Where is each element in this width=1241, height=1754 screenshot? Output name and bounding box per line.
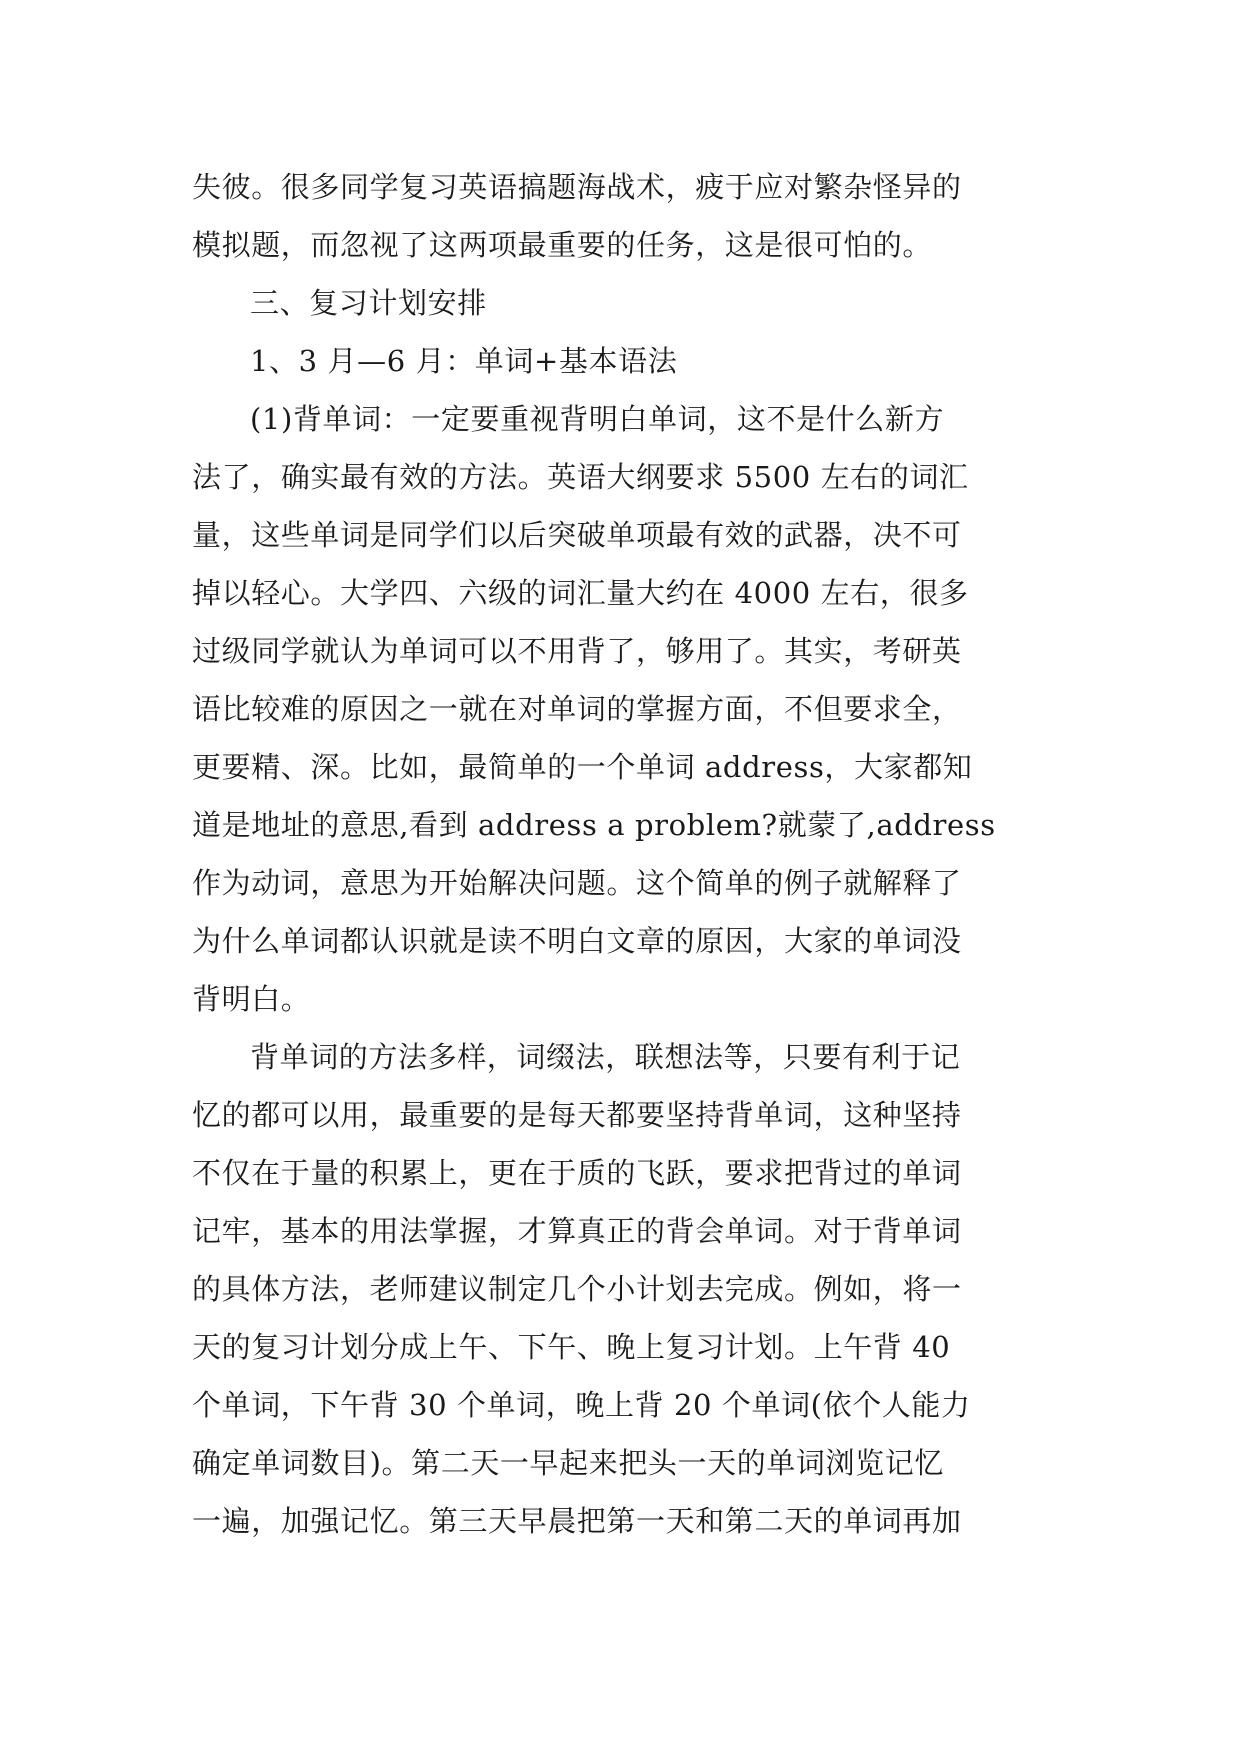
section-heading: 三、复习计划安排 xyxy=(250,286,487,320)
text-line: 天的复习计划分成上午、下午、晚上复习计划。上午背 40 xyxy=(192,1330,951,1364)
text-line: 一遍，加强记忆。第三天早晨把第一天和第二天的单词再加 xyxy=(192,1504,962,1538)
text-line: 失彼。很多同学复习英语搞题海战术，疲于应对繁杂怪异的 xyxy=(192,170,962,204)
text-line: 个单词，下午背 30 个单词，晚上背 20 个单词(依个人能力 xyxy=(192,1388,971,1422)
text-line: 作为动词，意思为开始解决问题。这个简单的例子就解释了 xyxy=(192,866,962,900)
text-line: 记牢，基本的用法掌握，才算真正的背会单词。对于背单词 xyxy=(192,1214,962,1248)
subsection-heading: 1、3 月—6 月：单词+基本语法 xyxy=(250,344,678,378)
text-line: 法了，确实最有效的方法。英语大纲要求 5500 左右的词汇 xyxy=(192,460,969,494)
text-line: 更要精、深。比如，最简单的一个单词 address，大家都知 xyxy=(192,750,973,784)
text-line: 的具体方法，老师建议制定几个小计划去完成。例如，将一 xyxy=(192,1272,962,1306)
text-line: 背明白。 xyxy=(192,982,311,1016)
body-text xyxy=(192,158,1062,1550)
text-line: 不仅在于量的积累上，更在于质的飞跃，要求把背过的单词 xyxy=(192,1156,962,1190)
text-line: 背单词的方法多样，词缀法，联想法等，只要有利于记 xyxy=(250,1040,961,1074)
text-line: 掉以轻心。大学四、六级的词汇量大约在 4000 左右，很多 xyxy=(192,576,969,610)
text-line: (1)背单词：一定要重视背明白单词，这不是什么新方 xyxy=(250,402,945,436)
text-line: 过级同学就认为单词可以不用背了，够用了。其实，考研英 xyxy=(192,634,962,668)
text-line: 量，这些单词是同学们以后突破单项最有效的武器，决不可 xyxy=(192,518,962,552)
text-line: 忆的都可以用，最重要的是每天都要坚持背单词，这种坚持 xyxy=(192,1098,962,1132)
text-line: 确定单词数目)。第二天一早起来把头一天的单词浏览记忆 xyxy=(192,1446,944,1480)
text-line: 模拟题，而忽视了这两项最重要的任务，这是很可怕的。 xyxy=(192,228,933,262)
text-line: 道是地址的意思,看到 address a problem?就蒙了,address xyxy=(192,808,996,842)
text-line: 语比较难的原因之一就在对单词的掌握方面，不但要求全， xyxy=(192,692,962,726)
text-line: 为什么单词都认识就是读不明白文章的原因，大家的单词没 xyxy=(192,924,962,958)
